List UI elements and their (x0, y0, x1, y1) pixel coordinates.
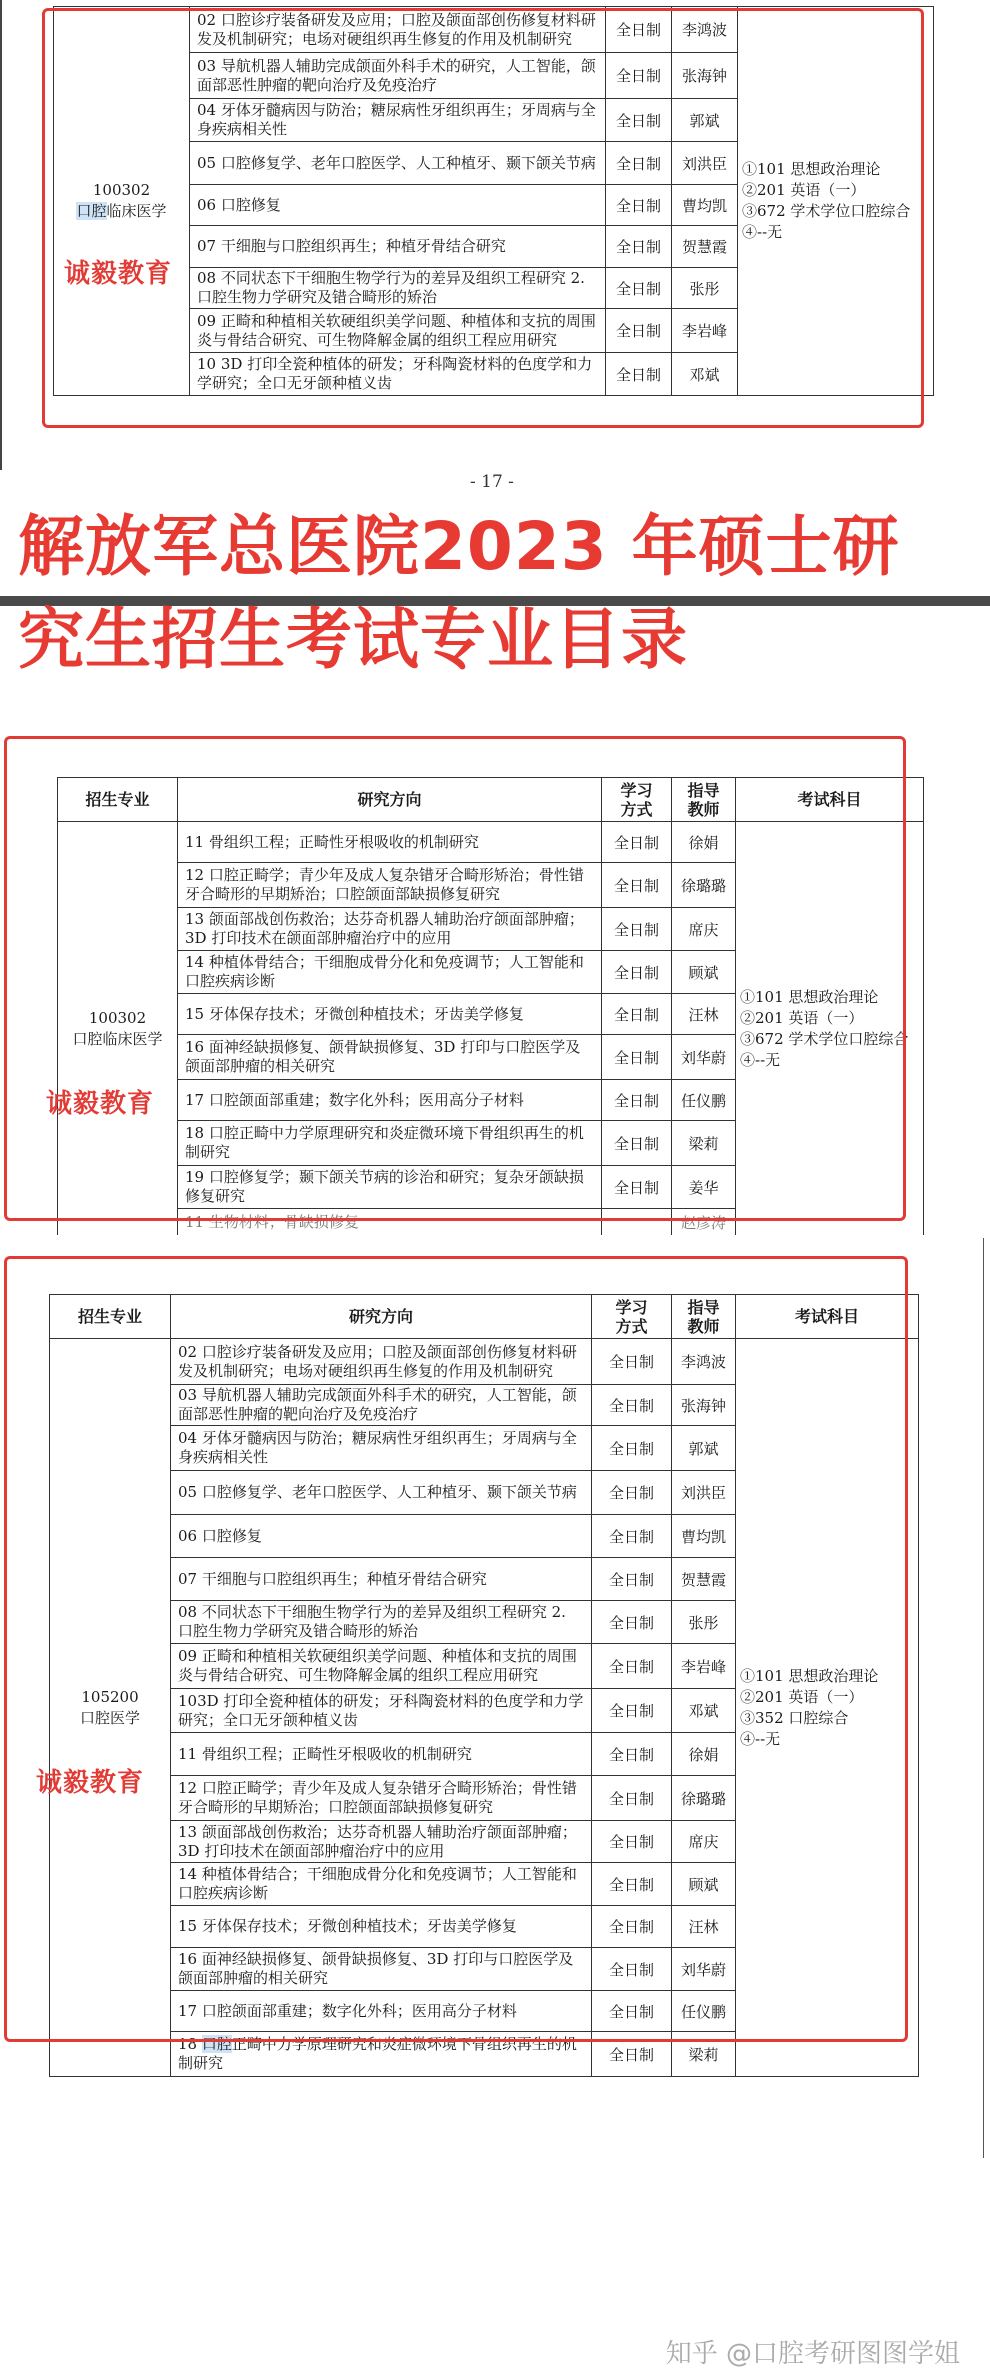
mentor-name: 李鸿波 (672, 1339, 736, 1385)
mentor-name: 徐璐璐 (672, 1776, 736, 1821)
research-direction: 04 牙体牙髓病因与防治；糖尿病性牙组织再生；牙周病与全身疾病相关性 (171, 1426, 592, 1471)
mentor-name: 徐娟 (672, 1733, 736, 1776)
study-mode: 全日制 (606, 99, 672, 142)
research-direction: 16 面神经缺损修复、颌骨缺损修复、3D 打印与口腔医学及颌面部肿瘤的相关研究 (178, 1035, 602, 1080)
mentor-name: 贺慧霞 (672, 226, 738, 268)
major-code: 105200 (81, 1687, 139, 1706)
watermark: 诚毅教育 (36, 1768, 145, 1798)
study-mode: 全日制 (602, 951, 672, 994)
study-mode: 全日制 (592, 1515, 672, 1558)
study-mode: 全日制 (592, 1776, 672, 1821)
study-mode: 全日制 (592, 1644, 672, 1689)
mentor-name: 顾斌 (672, 951, 736, 994)
exam-item: ①101 思想政治理论 (740, 1666, 879, 1685)
mentor-name: 任仪鹏 (672, 1080, 736, 1121)
research-direction: 07 干细胞与口腔组织再生；种植牙骨结合研究 (171, 1558, 592, 1601)
study-mode: 全日制 (592, 1339, 672, 1385)
page-title-line2: 究生招生考试专业目录 (18, 601, 688, 678)
exam-item: ③672 学术学位口腔综合 (742, 202, 911, 220)
mentor-name: 赵彦涛 (672, 1209, 736, 1236)
exam-item: ③672 学术学位口腔综合 (740, 1030, 909, 1048)
header-mode: 学习 方式 (602, 778, 672, 822)
header-mentor: 指导 教师 (672, 778, 736, 822)
research-direction: 17 口腔颌面部重建；数字化外科；医用高分子材料 (178, 1080, 602, 1121)
research-direction: 16 面神经缺损修复、颌骨缺损修复、3D 打印与口腔医学及颌面部肿瘤的相关研究 (171, 1948, 592, 1991)
study-mode: 全日制 (602, 1121, 672, 1166)
study-mode: 全日制 (602, 1080, 672, 1121)
mentor-name: 刘华蔚 (672, 1035, 736, 1080)
research-direction: 09 正畸和种植相关软硬组织美学问题、种植体和支抗的周围炎与骨结合研究、可生物降解金属的组织工程应用研究 (190, 309, 606, 353)
header-direction: 研究方向 (178, 778, 602, 822)
research-direction: 09 正畸和种植相关软硬组织美学问题、种植体和支抗的周围炎与骨结合研究、可生物降解金属的组织工程应用研究 (171, 1644, 592, 1689)
major-code: 100302 (92, 181, 151, 199)
study-mode: 全日制 (592, 1385, 672, 1426)
mentor-name: 曹均凯 (672, 185, 738, 226)
research-direction: 02 口腔诊疗装备研发及应用；口腔及颌面部创伤修复材料研发及机制研究；电场对硬组织再生修复的作用及机制研究 (190, 7, 606, 53)
research-direction: 06 口腔修复 (190, 185, 606, 226)
section1-red-frame (42, 8, 924, 428)
mentor-name: 刘华蔚 (672, 1948, 736, 1991)
study-mode: 全日制 (592, 1948, 672, 1991)
mentor-name: 姜华 (672, 1166, 736, 1209)
exam-item: ④--无 (742, 223, 783, 241)
study-mode: 全日制 (592, 1558, 672, 1601)
study-mode: 全日制 (602, 908, 672, 951)
exam-item: ④--无 (740, 1729, 781, 1748)
study-mode: 全日制 (606, 53, 672, 99)
major-code: 100302 (88, 1009, 147, 1027)
mentor-name: 顾斌 (672, 1863, 736, 1906)
mentor-name: 刘洪臣 (672, 1471, 736, 1515)
mentor-name: 席庆 (672, 1821, 736, 1863)
header-exam: 考试科目 (736, 778, 924, 822)
mentor-name: 梁莉 (672, 1121, 736, 1166)
mentor-name: 刘洪臣 (672, 142, 738, 185)
research-direction: 19 口腔修复学；颞下颌关节病的诊治和研究；复杂牙颌缺损修复研究 (178, 1166, 602, 1209)
research-direction: 08 不同状态下干细胞生物学行为的差异及组织工程研究 2. 口腔生物力学研究及错合畸形的矫治 (190, 268, 606, 309)
header-mentor: 指导 教师 (672, 1295, 736, 1339)
mentor-name: 李岩峰 (672, 1644, 736, 1689)
study-mode: 全日制 (606, 185, 672, 226)
study-mode: 全日制 (602, 822, 672, 863)
research-direction: 04 牙体牙髓病因与防治；糖尿病性牙组织再生；牙周病与全身疾病相关性 (190, 99, 606, 142)
research-direction: 02 口腔诊疗装备研发及应用；口腔及颌面部创伤修复材料研发及机制研究；电场对硬组织再生修复的作用及机制研究 (171, 1339, 592, 1385)
study-mode: 全日制 (592, 1601, 672, 1644)
mentor-name: 邓斌 (672, 1689, 736, 1733)
research-direction: 03 导航机器人辅助完成颌面外科手术的研究，人工智能，颌面部恶性肿瘤的靶向治疗及免疫治疗 (171, 1385, 592, 1426)
page-title-line1: 解放军总医院2023 年硕士研 (18, 508, 900, 585)
research-direction: 14 种植体骨结合；干细胞成骨分化和免疫调节；人工智能和口腔疾病诊断 (178, 951, 602, 994)
section3-red-frame (4, 1256, 908, 2042)
mentor-name: 席庆 (672, 908, 736, 951)
watermark: 诚毅教育 (46, 1089, 155, 1119)
exam-item: ①101 思想政治理论 (742, 160, 881, 178)
research-direction: 06 口腔修复 (171, 1515, 592, 1558)
mentor-name: 李鸿波 (672, 7, 738, 53)
research-direction: 12 口腔正畸学；青少年及成人复杂错牙合畸形矫治；骨性错牙合畸形的早期矫治；口腔颌面部缺损修复研究 (178, 863, 602, 908)
study-mode: 全日制 (592, 1821, 672, 1863)
mentor-name: 张海钟 (672, 53, 738, 99)
research-direction: 14 种植体骨结合；干细胞成骨分化和免疫调节；人工智能和口腔疾病诊断 (171, 1863, 592, 1906)
header-direction: 研究方向 (171, 1295, 592, 1339)
research-direction: 05 口腔修复学、老年口腔医学、人工种植牙、颞下颌关节病 (190, 142, 606, 185)
study-mode: 全日制 (592, 1863, 672, 1906)
research-direction: 11 生物材料；骨缺损修复 (178, 1209, 602, 1236)
exam-item: ③352 口腔综合 (740, 1708, 849, 1727)
research-direction: 17 口腔颌面部重建；数字化外科；医用高分子材料 (171, 1991, 592, 2032)
header-major: 招生专业 (50, 1295, 171, 1339)
research-direction: 18 口腔正畸中力学原理研究和炎症微环境下骨组织再生的机制研究 (178, 1121, 602, 1166)
research-direction: 10 3D 打印全瓷种植体的研发；牙科陶瓷材料的色度学和力学研究；全口无牙颌种植义齿 (190, 353, 606, 396)
study-mode: 全日制 (592, 1471, 672, 1515)
exam-item: ②201 英语（一） (740, 1009, 864, 1027)
research-direction: 18 口腔正畸中力学原理研究和炎症微环境下骨组织再生的机制研究 (171, 2032, 592, 2077)
exam-item: ④--无 (740, 1051, 781, 1069)
right-page-edge (983, 1238, 984, 2158)
section2-red-frame (4, 736, 906, 1221)
study-mode: 全日制 (592, 1991, 672, 2032)
mentor-name: 张彤 (672, 1601, 736, 1644)
study-mode: 全日制 (592, 1689, 672, 1733)
mentor-name: 徐璐璐 (672, 863, 736, 908)
mentor-name: 贺慧霞 (672, 1558, 736, 1601)
mentor-name: 郭斌 (672, 1426, 736, 1471)
page-number: - 17 - (470, 472, 514, 492)
watermark: 诚毅教育 (64, 259, 173, 289)
mentor-name: 张彤 (672, 268, 738, 309)
research-direction: 103D 打印全瓷种植体的研发；牙科陶瓷材料的色度学和力学研究；全口无牙颌种植义齿 (171, 1689, 592, 1733)
study-mode: 全日制 (592, 1906, 672, 1948)
study-mode: 全日制 (606, 309, 672, 353)
study-mode: 全日制 (592, 1733, 672, 1776)
research-direction: 07 干细胞与口腔组织再生；种植牙骨结合研究 (190, 226, 606, 268)
mentor-name: 曹均凯 (672, 1515, 736, 1558)
mentor-name: 张海钟 (672, 1385, 736, 1426)
study-mode: 全日制 (606, 142, 672, 185)
research-direction: 11 骨组织工程；正畸性牙根吸收的机制研究 (171, 1733, 592, 1776)
research-direction: 08 不同状态下干细胞生物学行为的差异及组织工程研究 2. 口腔生物力学研究及错合畸形的矫治 (171, 1601, 592, 1644)
mentor-name: 汪林 (672, 1906, 736, 1948)
study-mode: 全日制 (602, 1035, 672, 1080)
major-name: 口腔临床医学 (76, 202, 167, 220)
research-direction: 11 骨组织工程；正畸性牙根吸收的机制研究 (178, 822, 602, 863)
study-mode: 全日制 (602, 1166, 672, 1209)
exam-item: ①101 思想政治理论 (740, 988, 879, 1006)
mentor-name: 李岩峰 (672, 309, 738, 353)
mentor-name: 邓斌 (672, 353, 738, 396)
research-direction: 13 颌面部战创伤救治；达芬奇机器人辅助治疗颌面部肿瘤；3D 打印技术在颌面部肿瘤治疗中的应用 (178, 908, 602, 951)
mentor-name: 梁莉 (672, 2032, 736, 2077)
exam-item: ②201 英语（一） (742, 181, 866, 199)
study-mode: 全日制 (602, 863, 672, 908)
major-name: 口腔临床医学 (72, 1030, 163, 1048)
study-mode: 全日制 (602, 994, 672, 1035)
research-direction: 13 颌面部战创伤救治；达芬奇机器人辅助治疗颌面部肿瘤；3D 打印技术在颌面部肿瘤治疗中的应用 (171, 1821, 592, 1863)
header-exam: 考试科目 (736, 1295, 919, 1339)
research-direction: 15 牙体保存技术；牙微创种植技术；牙齿美学修复 (171, 1906, 592, 1948)
research-direction: 03 导航机器人辅助完成颌面外科手术的研究，人工智能，颌面部恶性肿瘤的靶向治疗及免疫治疗 (190, 53, 606, 99)
mentor-name: 汪林 (672, 994, 736, 1035)
footer-credit: 知乎 @口腔考研图图学姐 (665, 2339, 960, 2369)
exam-item: ②201 英语（一） (740, 1687, 864, 1706)
study-mode: 全日制 (606, 353, 672, 396)
research-direction: 05 口腔修复学、老年口腔医学、人工种植牙、颞下颌关节病 (171, 1471, 592, 1515)
major-name: 口腔医学 (79, 1708, 140, 1727)
research-direction: 12 口腔正畸学；青少年及成人复杂错牙合畸形矫治；骨性错牙合畸形的早期矫治；口腔颌面部缺损修复研究 (171, 1776, 592, 1821)
study-mode: 全日制 (606, 268, 672, 309)
left-page-edge (0, 0, 2, 470)
header-major: 招生专业 (58, 778, 178, 822)
mentor-name: 徐娟 (672, 822, 736, 863)
mentor-name: 郭斌 (672, 99, 738, 142)
study-mode: 全日制 (606, 7, 672, 53)
study-mode: 全日制 (592, 1426, 672, 1471)
header-mode: 学习 方式 (592, 1295, 672, 1339)
study-mode: 全日制 (592, 2032, 672, 2077)
study-mode: 全日制 (606, 226, 672, 268)
research-direction: 15 牙体保存技术；牙微创种植技术；牙齿美学修复 (178, 994, 602, 1035)
mentor-name: 任仪鹏 (672, 1991, 736, 2032)
